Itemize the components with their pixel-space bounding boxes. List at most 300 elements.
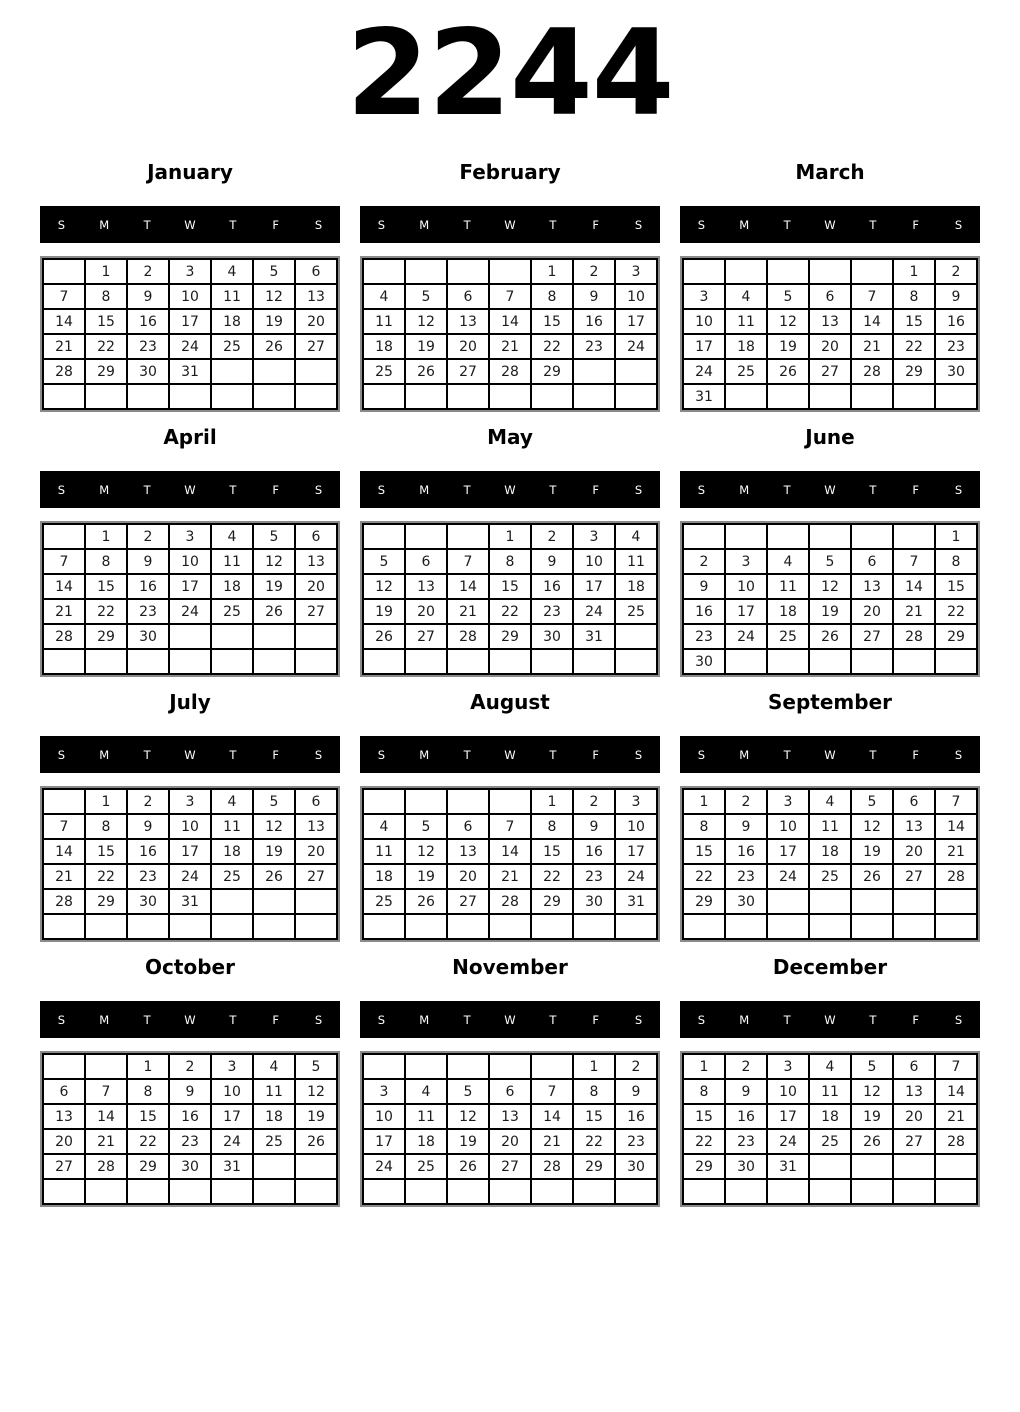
day-cell: 18 bbox=[211, 309, 253, 334]
day-cell bbox=[893, 649, 935, 674]
day-cell: 22 bbox=[893, 334, 935, 359]
weekday-cell: M bbox=[99, 482, 110, 497]
day-cell bbox=[809, 1179, 851, 1204]
day-cell: 18 bbox=[725, 334, 767, 359]
month-block bbox=[680, 162, 980, 412]
day-cell: 21 bbox=[447, 599, 489, 624]
day-cell: 19 bbox=[295, 1104, 337, 1129]
day-cell: 25 bbox=[405, 1154, 447, 1179]
day-cell: 16 bbox=[127, 839, 169, 864]
day-cell: 23 bbox=[725, 864, 767, 889]
day-cell: 16 bbox=[573, 839, 615, 864]
week-row bbox=[363, 789, 657, 814]
day-cell: 12 bbox=[405, 309, 447, 334]
day-cell: 27 bbox=[447, 889, 489, 914]
day-cell: 11 bbox=[363, 309, 405, 334]
day-cell: 16 bbox=[683, 599, 725, 624]
weekday-cell: M bbox=[419, 482, 430, 497]
day-cell: 21 bbox=[43, 864, 85, 889]
day-cell bbox=[573, 359, 615, 384]
day-cell: 17 bbox=[767, 839, 809, 864]
day-cell: 19 bbox=[447, 1129, 489, 1154]
day-cell: 30 bbox=[725, 889, 767, 914]
weekday-cell: F bbox=[592, 482, 600, 497]
day-cell: 17 bbox=[615, 839, 657, 864]
day-cell: 30 bbox=[573, 889, 615, 914]
day-cell: 22 bbox=[531, 864, 573, 889]
day-cell: 15 bbox=[85, 574, 127, 599]
week-row bbox=[683, 524, 977, 549]
weekday-cell: W bbox=[824, 1012, 836, 1027]
week-row bbox=[683, 864, 977, 889]
month-block bbox=[360, 957, 660, 1207]
day-cell: 30 bbox=[169, 1154, 211, 1179]
weekday-cell: T bbox=[549, 217, 557, 232]
day-cell: 1 bbox=[935, 524, 977, 549]
week-row bbox=[43, 814, 337, 839]
day-cell: 25 bbox=[363, 359, 405, 384]
day-cell: 21 bbox=[489, 864, 531, 889]
day-cell: 24 bbox=[363, 1154, 405, 1179]
day-cell bbox=[893, 889, 935, 914]
day-cell: 27 bbox=[851, 624, 893, 649]
day-cell: 9 bbox=[531, 549, 573, 574]
day-cell: 14 bbox=[531, 1104, 573, 1129]
day-cell: 2 bbox=[127, 789, 169, 814]
day-cell: 15 bbox=[893, 309, 935, 334]
weekday-cell: M bbox=[739, 1012, 750, 1027]
day-cell: 19 bbox=[253, 309, 295, 334]
month-block bbox=[40, 957, 340, 1207]
week-row bbox=[363, 814, 657, 839]
day-cell bbox=[683, 259, 725, 284]
day-cell: 16 bbox=[935, 309, 977, 334]
month-block bbox=[360, 427, 660, 677]
day-cell bbox=[447, 1054, 489, 1079]
day-cell: 24 bbox=[725, 624, 767, 649]
week-row bbox=[43, 1179, 337, 1204]
day-cell: 17 bbox=[573, 574, 615, 599]
week-row bbox=[363, 549, 657, 574]
day-cell: 3 bbox=[169, 524, 211, 549]
date-grid bbox=[362, 1053, 658, 1205]
day-cell bbox=[725, 259, 767, 284]
day-cell bbox=[295, 914, 337, 939]
month-name: February bbox=[459, 160, 561, 184]
day-cell bbox=[935, 1179, 977, 1204]
day-cell bbox=[127, 384, 169, 409]
day-cell bbox=[43, 914, 85, 939]
day-cell bbox=[253, 1154, 295, 1179]
day-cell: 17 bbox=[169, 839, 211, 864]
weekday-cell: S bbox=[377, 747, 386, 762]
date-grid-outline bbox=[40, 1051, 340, 1207]
week-row bbox=[683, 1104, 977, 1129]
day-cell bbox=[253, 359, 295, 384]
day-cell bbox=[809, 1154, 851, 1179]
day-cell: 27 bbox=[489, 1154, 531, 1179]
day-cell: 14 bbox=[43, 839, 85, 864]
day-cell: 3 bbox=[725, 549, 767, 574]
weekday-cell: F bbox=[912, 482, 920, 497]
day-cell: 21 bbox=[935, 1104, 977, 1129]
day-cell bbox=[767, 649, 809, 674]
month-block bbox=[360, 692, 660, 942]
day-cell bbox=[211, 889, 253, 914]
day-cell bbox=[893, 524, 935, 549]
week-row bbox=[363, 524, 657, 549]
day-cell: 9 bbox=[169, 1079, 211, 1104]
day-cell: 10 bbox=[767, 1079, 809, 1104]
date-grid bbox=[362, 788, 658, 940]
day-cell bbox=[295, 889, 337, 914]
day-cell bbox=[363, 914, 405, 939]
day-cell: 20 bbox=[893, 1104, 935, 1129]
day-cell bbox=[809, 524, 851, 549]
week-row bbox=[43, 889, 337, 914]
date-grid-outline bbox=[360, 521, 660, 677]
weekday-cell: T bbox=[869, 1012, 877, 1027]
weekday-cell: F bbox=[592, 1012, 600, 1027]
day-cell: 20 bbox=[489, 1129, 531, 1154]
day-cell bbox=[85, 1054, 127, 1079]
day-cell: 12 bbox=[295, 1079, 337, 1104]
day-cell bbox=[127, 1179, 169, 1204]
day-cell bbox=[43, 649, 85, 674]
week-row bbox=[363, 309, 657, 334]
day-cell: 20 bbox=[43, 1129, 85, 1154]
day-cell: 14 bbox=[85, 1104, 127, 1129]
day-cell: 3 bbox=[683, 284, 725, 309]
day-cell bbox=[767, 524, 809, 549]
day-cell: 3 bbox=[169, 789, 211, 814]
day-cell: 4 bbox=[211, 524, 253, 549]
day-cell: 15 bbox=[531, 839, 573, 864]
day-cell: 25 bbox=[767, 624, 809, 649]
day-cell bbox=[405, 1179, 447, 1204]
day-cell: 10 bbox=[725, 574, 767, 599]
day-cell bbox=[615, 384, 657, 409]
day-cell bbox=[489, 1179, 531, 1204]
day-cell: 6 bbox=[893, 1054, 935, 1079]
day-cell bbox=[295, 1154, 337, 1179]
week-row bbox=[683, 624, 977, 649]
week-row bbox=[43, 549, 337, 574]
day-cell: 5 bbox=[295, 1054, 337, 1079]
weekday-cell: T bbox=[549, 747, 557, 762]
weekday-cell: T bbox=[783, 482, 791, 497]
date-grid-outline bbox=[680, 1051, 980, 1207]
day-cell: 8 bbox=[489, 549, 531, 574]
week-row bbox=[43, 259, 337, 284]
day-cell: 25 bbox=[211, 864, 253, 889]
day-cell: 23 bbox=[935, 334, 977, 359]
day-cell: 21 bbox=[85, 1129, 127, 1154]
day-cell: 10 bbox=[169, 284, 211, 309]
day-cell: 30 bbox=[935, 359, 977, 384]
week-row bbox=[363, 574, 657, 599]
day-cell: 3 bbox=[363, 1079, 405, 1104]
day-cell: 20 bbox=[809, 334, 851, 359]
day-cell bbox=[447, 259, 489, 284]
day-cell: 29 bbox=[531, 359, 573, 384]
weekday-cell: W bbox=[504, 217, 516, 232]
day-cell: 12 bbox=[253, 284, 295, 309]
day-cell: 27 bbox=[447, 359, 489, 384]
day-cell: 16 bbox=[169, 1104, 211, 1129]
day-cell: 23 bbox=[127, 864, 169, 889]
day-cell: 18 bbox=[363, 864, 405, 889]
week-row bbox=[363, 649, 657, 674]
day-cell: 30 bbox=[127, 624, 169, 649]
day-cell bbox=[573, 384, 615, 409]
day-cell: 7 bbox=[447, 549, 489, 574]
month-block bbox=[40, 427, 340, 677]
day-cell bbox=[253, 649, 295, 674]
day-cell: 17 bbox=[169, 574, 211, 599]
weekday-cell: F bbox=[592, 747, 600, 762]
day-cell: 9 bbox=[935, 284, 977, 309]
weekday-cell: S bbox=[954, 747, 963, 762]
day-cell: 5 bbox=[405, 814, 447, 839]
day-cell bbox=[531, 1179, 573, 1204]
day-cell bbox=[447, 789, 489, 814]
day-cell bbox=[767, 384, 809, 409]
date-grid bbox=[682, 1053, 978, 1205]
day-cell bbox=[43, 1179, 85, 1204]
day-cell bbox=[405, 789, 447, 814]
day-cell: 12 bbox=[253, 814, 295, 839]
week-row bbox=[683, 1129, 977, 1154]
day-cell: 29 bbox=[85, 359, 127, 384]
date-grid bbox=[42, 523, 338, 675]
weekday-cell: S bbox=[634, 1012, 643, 1027]
weekday-cell: S bbox=[377, 217, 386, 232]
day-cell: 8 bbox=[683, 1079, 725, 1104]
day-cell: 28 bbox=[489, 889, 531, 914]
day-cell bbox=[85, 914, 127, 939]
day-cell: 13 bbox=[43, 1104, 85, 1129]
month-name: January bbox=[147, 160, 233, 184]
day-cell bbox=[405, 259, 447, 284]
day-cell: 26 bbox=[295, 1129, 337, 1154]
week-row bbox=[363, 259, 657, 284]
day-cell bbox=[809, 889, 851, 914]
day-cell: 16 bbox=[573, 309, 615, 334]
day-cell: 6 bbox=[447, 814, 489, 839]
week-row bbox=[363, 889, 657, 914]
day-cell: 12 bbox=[851, 1079, 893, 1104]
day-cell: 10 bbox=[211, 1079, 253, 1104]
day-cell: 2 bbox=[573, 789, 615, 814]
day-cell: 20 bbox=[295, 839, 337, 864]
day-cell: 18 bbox=[253, 1104, 295, 1129]
day-cell: 20 bbox=[405, 599, 447, 624]
day-cell: 14 bbox=[851, 309, 893, 334]
day-cell: 8 bbox=[531, 814, 573, 839]
day-cell: 6 bbox=[43, 1079, 85, 1104]
date-grid bbox=[362, 523, 658, 675]
weekday-cell: T bbox=[143, 217, 151, 232]
week-row bbox=[683, 259, 977, 284]
day-cell: 15 bbox=[85, 309, 127, 334]
date-grid-outline bbox=[40, 256, 340, 412]
day-cell: 31 bbox=[211, 1154, 253, 1179]
day-cell: 19 bbox=[851, 1104, 893, 1129]
week-row bbox=[363, 334, 657, 359]
day-cell bbox=[211, 649, 253, 674]
month-name: May bbox=[487, 425, 533, 449]
day-cell bbox=[531, 1054, 573, 1079]
day-cell: 23 bbox=[683, 624, 725, 649]
day-cell: 26 bbox=[405, 889, 447, 914]
day-cell bbox=[683, 914, 725, 939]
day-cell bbox=[447, 914, 489, 939]
day-cell: 12 bbox=[809, 574, 851, 599]
day-cell: 24 bbox=[615, 334, 657, 359]
day-cell bbox=[935, 649, 977, 674]
day-cell bbox=[767, 914, 809, 939]
day-cell: 7 bbox=[935, 1054, 977, 1079]
month-name: April bbox=[163, 425, 217, 449]
day-cell: 5 bbox=[809, 549, 851, 574]
day-cell: 28 bbox=[43, 359, 85, 384]
day-cell: 27 bbox=[295, 864, 337, 889]
weekday-cell: T bbox=[463, 1012, 471, 1027]
day-cell: 5 bbox=[447, 1079, 489, 1104]
day-cell: 13 bbox=[405, 574, 447, 599]
week-row bbox=[43, 864, 337, 889]
week-row bbox=[43, 839, 337, 864]
day-cell: 19 bbox=[851, 839, 893, 864]
day-cell bbox=[363, 384, 405, 409]
month-block bbox=[40, 692, 340, 942]
week-row bbox=[363, 1154, 657, 1179]
day-cell: 9 bbox=[127, 284, 169, 309]
weekday-cell: W bbox=[184, 1012, 196, 1027]
weekday-cell: T bbox=[463, 747, 471, 762]
day-cell: 15 bbox=[127, 1104, 169, 1129]
week-row bbox=[43, 1129, 337, 1154]
day-cell: 10 bbox=[169, 814, 211, 839]
day-cell: 4 bbox=[767, 549, 809, 574]
week-row bbox=[683, 574, 977, 599]
day-cell: 5 bbox=[405, 284, 447, 309]
day-cell bbox=[893, 384, 935, 409]
day-cell bbox=[573, 1179, 615, 1204]
weekday-cell: T bbox=[229, 217, 237, 232]
day-cell: 8 bbox=[127, 1079, 169, 1104]
day-cell: 17 bbox=[615, 309, 657, 334]
day-cell: 23 bbox=[573, 334, 615, 359]
weekday-cell: T bbox=[869, 747, 877, 762]
week-row bbox=[683, 914, 977, 939]
week-row bbox=[683, 334, 977, 359]
day-cell bbox=[573, 649, 615, 674]
day-cell: 14 bbox=[489, 309, 531, 334]
day-cell: 22 bbox=[489, 599, 531, 624]
day-cell: 18 bbox=[211, 839, 253, 864]
day-cell: 20 bbox=[295, 309, 337, 334]
day-cell bbox=[489, 259, 531, 284]
day-cell: 30 bbox=[127, 889, 169, 914]
day-cell: 22 bbox=[935, 599, 977, 624]
day-cell: 24 bbox=[767, 1129, 809, 1154]
date-grid bbox=[682, 523, 978, 675]
day-cell: 29 bbox=[127, 1154, 169, 1179]
day-cell: 1 bbox=[127, 1054, 169, 1079]
day-cell: 29 bbox=[893, 359, 935, 384]
day-cell: 21 bbox=[43, 599, 85, 624]
day-cell bbox=[43, 524, 85, 549]
weekday-cell: T bbox=[869, 482, 877, 497]
day-cell bbox=[615, 624, 657, 649]
day-cell: 25 bbox=[211, 334, 253, 359]
day-cell: 17 bbox=[767, 1104, 809, 1129]
weekday-cell: S bbox=[954, 217, 963, 232]
day-cell: 29 bbox=[85, 624, 127, 649]
day-cell: 19 bbox=[809, 599, 851, 624]
day-cell bbox=[363, 524, 405, 549]
day-cell: 1 bbox=[893, 259, 935, 284]
weekday-cell: T bbox=[783, 1012, 791, 1027]
weekday-cell: S bbox=[314, 1012, 323, 1027]
weekday-cell: W bbox=[504, 482, 516, 497]
weekday-cell: F bbox=[592, 217, 600, 232]
week-row bbox=[43, 1054, 337, 1079]
day-cell bbox=[725, 649, 767, 674]
weekday-cell: T bbox=[229, 482, 237, 497]
day-cell: 25 bbox=[211, 599, 253, 624]
day-cell bbox=[43, 1054, 85, 1079]
day-cell: 23 bbox=[127, 334, 169, 359]
day-cell bbox=[809, 259, 851, 284]
day-cell: 24 bbox=[573, 599, 615, 624]
day-cell: 2 bbox=[169, 1054, 211, 1079]
weekday-cell: S bbox=[697, 1012, 706, 1027]
week-row bbox=[683, 814, 977, 839]
day-cell: 11 bbox=[809, 814, 851, 839]
day-cell bbox=[851, 1154, 893, 1179]
day-cell bbox=[683, 1179, 725, 1204]
month-name: December bbox=[772, 955, 888, 979]
day-cell: 30 bbox=[127, 359, 169, 384]
weekday-cell: W bbox=[504, 1012, 516, 1027]
day-cell: 11 bbox=[405, 1104, 447, 1129]
day-cell: 18 bbox=[405, 1129, 447, 1154]
day-cell bbox=[767, 1179, 809, 1204]
day-cell: 8 bbox=[935, 549, 977, 574]
day-cell bbox=[447, 649, 489, 674]
day-cell: 24 bbox=[169, 334, 211, 359]
weekday-cell: T bbox=[549, 482, 557, 497]
day-cell: 10 bbox=[615, 284, 657, 309]
day-cell bbox=[211, 914, 253, 939]
weekday-cell: S bbox=[634, 217, 643, 232]
day-cell: 8 bbox=[85, 814, 127, 839]
day-cell: 8 bbox=[893, 284, 935, 309]
day-cell: 23 bbox=[615, 1129, 657, 1154]
weekday-cell: F bbox=[272, 482, 280, 497]
day-cell: 11 bbox=[615, 549, 657, 574]
weekday-header bbox=[680, 1001, 980, 1038]
day-cell: 14 bbox=[935, 814, 977, 839]
day-cell: 20 bbox=[295, 574, 337, 599]
day-cell: 29 bbox=[531, 889, 573, 914]
day-cell: 13 bbox=[851, 574, 893, 599]
day-cell: 6 bbox=[447, 284, 489, 309]
day-cell: 10 bbox=[683, 309, 725, 334]
